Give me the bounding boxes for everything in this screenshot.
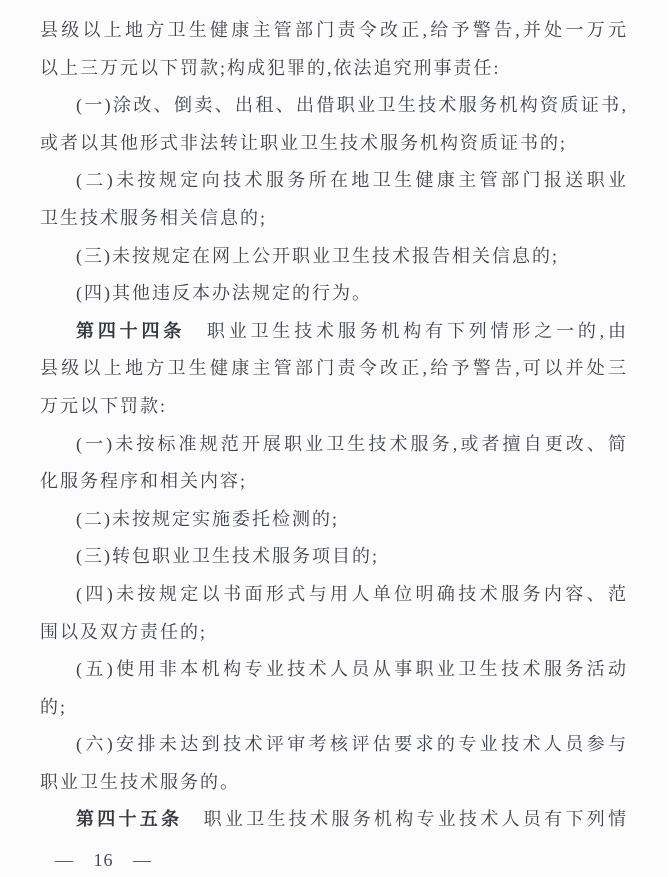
article-text: 职业卫生技术服务机构专业技术人员有下列情 xyxy=(200,809,626,830)
text-line: 县级以上地方卫生健康主管部门责令改正,给予警告,并处一万元 xyxy=(40,20,626,40)
page-number: — 16 — xyxy=(55,850,152,870)
text-line: (三)转包职业卫生技术服务项目的; xyxy=(76,546,379,567)
text-line: (五)使用非本机构专业技术人员从事职业卫生技术服务活动 xyxy=(76,659,626,680)
article-text: 职业卫生技术服务机构有下列情形之一的,由 xyxy=(203,320,626,341)
text-line: (六)安排未达到技术评审考核评估要求的专业技术人员参与 xyxy=(76,734,626,755)
article-number: 第四十四条 xyxy=(76,320,186,341)
text-line: 或者以其他形式非法转让职业卫生技术服务机构资质证书的; xyxy=(40,132,567,153)
text-line: 卫生技术服务相关信息的; xyxy=(40,207,267,228)
text-line: (一)未按标准规范开展职业卫生技术服务,或者擅自更改、简 xyxy=(76,433,626,454)
text-line: (二)未按规定向技术服务所在地卫生健康主管部门报送职业 xyxy=(76,170,626,191)
text-line: 万元以下罚款: xyxy=(40,395,168,416)
text-line: (三)未按规定在网上公开职业卫生技术报告相关信息的; xyxy=(76,245,559,266)
text-line: 职业卫生技术服务的。 xyxy=(40,771,240,792)
text-line: (一)涂改、倒卖、出租、出借职业卫生技术服务机构资质证书, xyxy=(76,95,626,116)
text-line: (四)其他违反本办法规定的行为。 xyxy=(76,283,372,304)
text-line: (二)未按规定实施委托检测的; xyxy=(76,508,339,529)
text-line: 围以及双方责任的; xyxy=(40,621,208,642)
text-line: 化服务程序和相关内容; xyxy=(40,471,247,492)
article-number: 第四十五条 xyxy=(76,809,183,830)
text-line: 以上三万元以下罚款;构成犯罪的,依法追究刑事责任: xyxy=(40,57,501,78)
text-line: 县级以上地方卫生健康主管部门责令改正,给予警告,可以并处三 xyxy=(40,358,626,379)
text-line xyxy=(40,801,626,839)
text-line: 的; xyxy=(40,696,68,717)
document-body xyxy=(40,12,626,839)
text-line xyxy=(40,313,626,351)
text-line: (四)未按规定以书面形式与用人单位明确技术服务内容、范 xyxy=(76,583,626,604)
